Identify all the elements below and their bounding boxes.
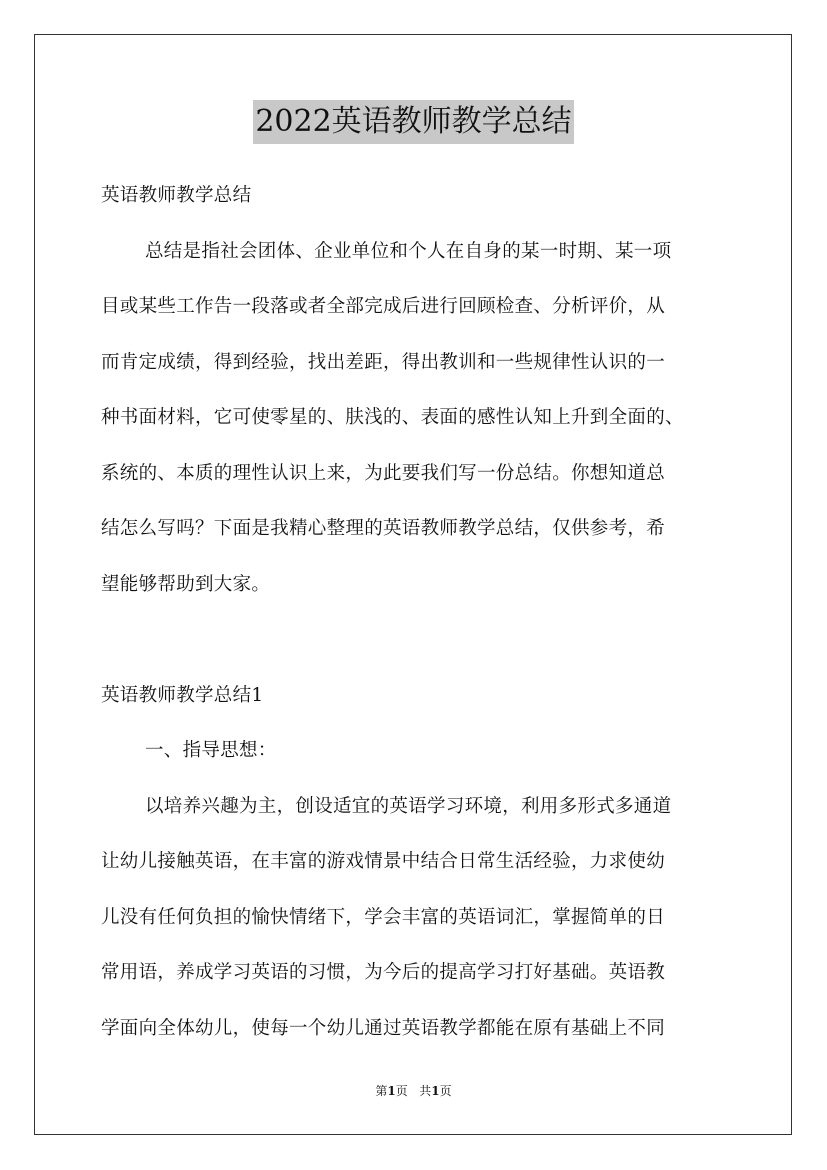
intro-line: 望能够帮助到大家。: [101, 573, 271, 595]
paragraph-gap: [101, 612, 741, 668]
intro-line: 而肯定成绩，得到经验，找出差距，得出教训和一些规律性认识的一: [101, 351, 666, 373]
intro-line: 目或某些工作告一段落或者全部完成后进行回顾检查、分析评价，从: [101, 296, 666, 317]
intro-line: 总结是指社会团体、企业单位和个人在自身的某一时期、某一项: [145, 240, 672, 262]
intro-line: 结怎么写吗？下面是我精心整理的英语教师教学总结，仅供参考，希: [101, 518, 666, 539]
footer-page-suffix: 页: [395, 1084, 408, 1098]
footer-total-suffix: 页: [439, 1084, 452, 1098]
section-heading: 英语教师教学总结1: [101, 684, 264, 706]
footer-total-prefix: 共: [419, 1084, 432, 1098]
document-body: [101, 168, 741, 1056]
document-subtitle: 英语教师教学总结: [101, 185, 252, 206]
title-container: [0, 100, 827, 144]
body-line: 让幼儿接触英语，在丰富的游戏情景中结合日常生活经验，力求使幼: [101, 851, 666, 872]
intro-line: 种书面材料，它可使零星的、肤浅的、表面的感性认知上升到全面的、: [101, 407, 684, 428]
document-title: 2022英语教师教学总结: [253, 100, 573, 144]
body-line: 以培养兴趣为主，创设适宜的英语学习环境，利用多形式多通道: [145, 795, 672, 817]
subheading: 一、指导思想：: [145, 740, 277, 761]
body-line: 儿没有任何负担的愉快情绪下，学会丰富的英语词汇，掌握简单的日: [101, 906, 666, 928]
body-line: 学面向全体幼儿，使每一个幼儿通过英语教学都能在原有基础上不同: [101, 1017, 666, 1039]
body-line: 常用语，养成学习英语的习惯，为今后的提高学习打好基础。英语教: [101, 962, 666, 983]
intro-line: 系统的、本质的理性认识上来，为此要我们写一份总结。你想知道总: [101, 462, 666, 484]
footer-page-prefix: 第: [375, 1084, 388, 1098]
footer-total-number: 1: [431, 1084, 440, 1098]
footer-page-number: 1: [387, 1084, 396, 1098]
page-footer: [0, 1082, 827, 1100]
